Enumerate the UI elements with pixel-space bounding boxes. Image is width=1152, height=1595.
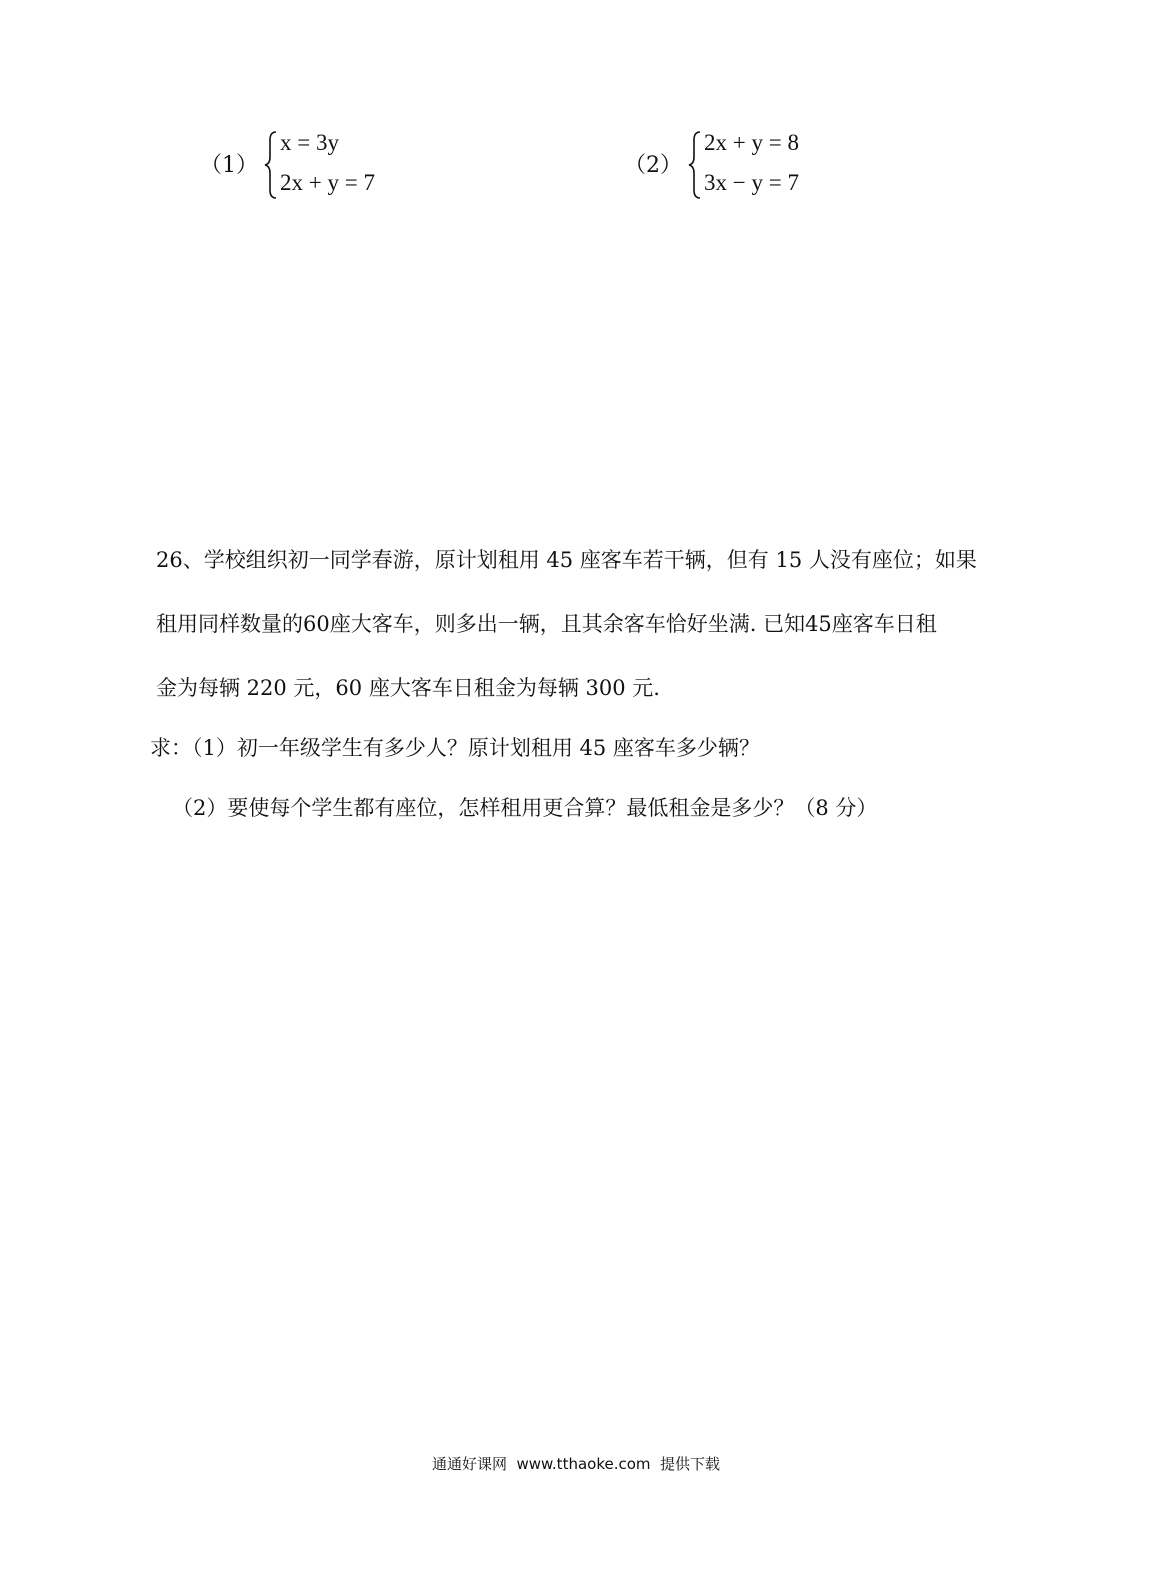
problem-26 <box>156 540 1056 708</box>
problem-26-line-2: 租用同样数量的60座大客车，则多出一辆，且其余客车恰好坐满. 已知45座客车日租 <box>156 612 937 636</box>
equation-system-2 <box>624 128 799 198</box>
problem-26-line-1: 26、学校组织初一同学春游，原计划租用 45 座客车若干辆，但有 15 人没有座位；如果 <box>156 548 977 572</box>
system-2-equation-1: 2x + y = 8 <box>704 130 799 155</box>
equation-system-1 <box>200 128 375 198</box>
system-1-equation-1: x = 3y <box>280 130 339 155</box>
question-1: 求：（1）初一年级学生有多少人？原计划租用 45 座客车多少辆？ <box>150 736 760 760</box>
system-1-equation-2: 2x + y = 7 <box>280 170 375 195</box>
system-2-label: （2） <box>624 152 682 178</box>
system-2-equation-2: 3x − y = 7 <box>704 170 799 195</box>
problem-26-line-3: 金为每辆 220 元，60 座大客车日租金为每辆 300 元. <box>156 676 660 700</box>
question-2: （2）要使每个学生都有座位，怎样租用更合算？最低租金是多少？（8 分） <box>172 796 878 820</box>
brace-icon <box>264 130 278 196</box>
brace-icon <box>688 130 702 196</box>
footer-credit: 通通好课网 www.tthaoke.com 提供下载 <box>431 1455 721 1473</box>
system-1-label: （1） <box>200 152 258 178</box>
